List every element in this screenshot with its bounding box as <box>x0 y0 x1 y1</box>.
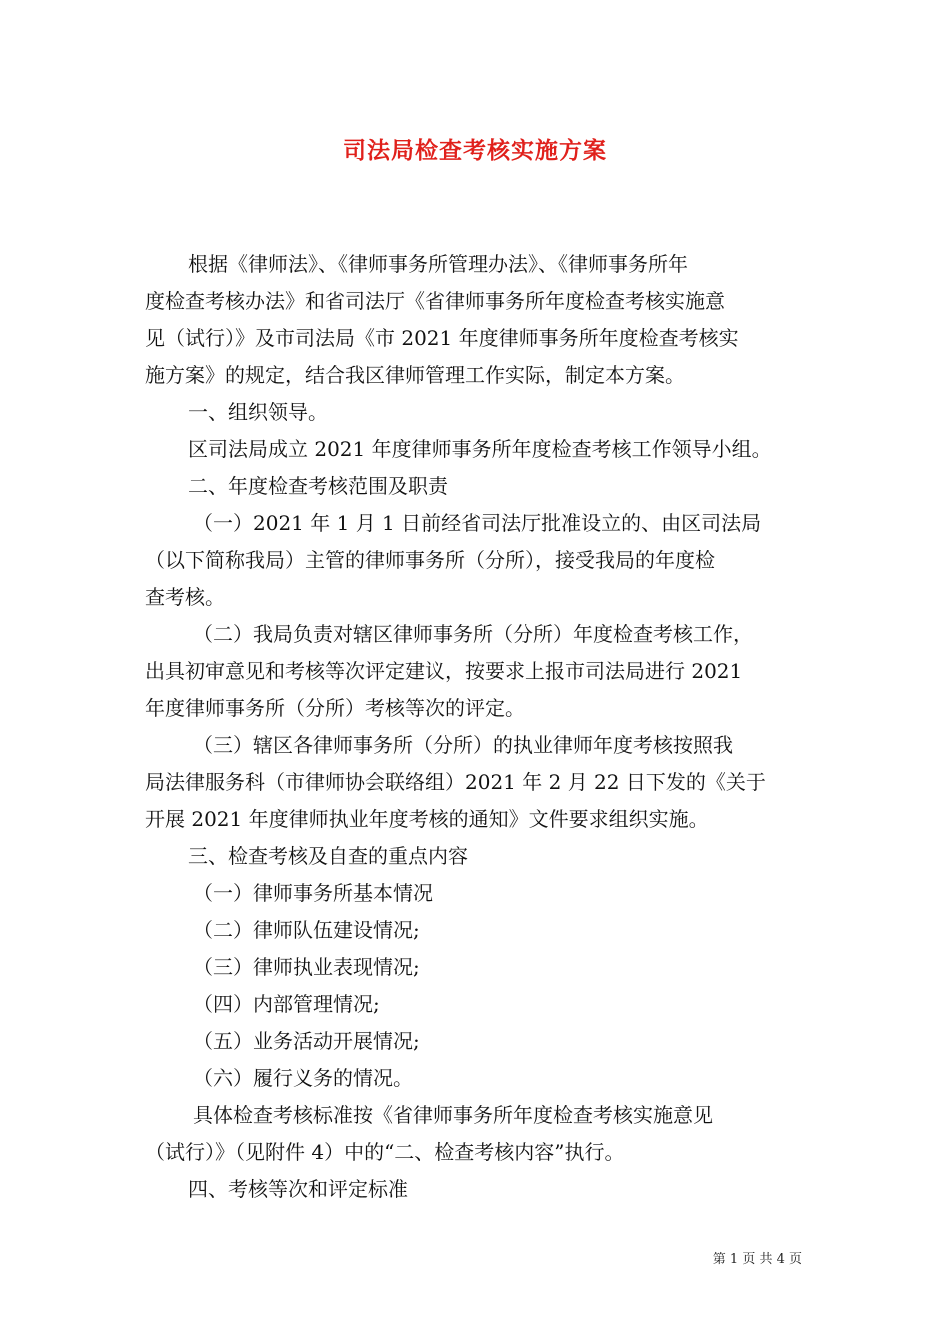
paragraph-line: 见（试行）》及市司法局《市 2021 年度律师事务所年度检查考核实 <box>145 326 739 350</box>
paragraph-line: 出具初审意见和考核等次评定建议，按要求上报市司法局进行 2021 <box>145 659 743 683</box>
section-heading: 四、考核等次和评定标准 <box>188 1177 408 1201</box>
paragraph-line: （试行）》（见附件 4）中的“二、检查考核内容”执行。 <box>145 1140 625 1164</box>
paragraph-line: 区司法局成立 2021 年度律师事务所年度检查考核工作领导小组。 <box>188 437 772 461</box>
paragraph-line: （以下简称我局）主管的律师事务所（分所），接受我局的年度检 <box>145 548 715 572</box>
paragraph-line: 度检查考核办法》和省司法厅《省律师事务所年度检查考核实施意 <box>145 289 725 313</box>
list-item: （一）律师事务所基本情况 <box>193 881 433 905</box>
paragraph-line: 具体检查考核标准按《省律师事务所年度检查考核实施意见 <box>193 1103 713 1127</box>
page-number: 第 1 页 共 4 页 <box>712 1252 802 1267</box>
section-heading: 一、组织领导。 <box>188 400 328 424</box>
paragraph-line: 局法律服务科（市律师协会联络组）2021 年 2 月 22 日下发的《关于 <box>145 770 766 794</box>
paragraph-line: 开展 2021 年度律师执业年度考核的通知》文件要求组织实施。 <box>145 807 709 831</box>
section-heading: 三、检查考核及自查的重点内容 <box>188 844 468 868</box>
paragraph-line: 查考核。 <box>145 585 225 609</box>
paragraph-line: （一）2021 年 1 月 1 日前经省司法厅批准设立的、由区司法局 <box>193 511 762 535</box>
list-item: （二）律师队伍建设情况; <box>193 918 420 942</box>
paragraph-line: 施方案》的规定，结合我区律师管理工作实际，制定本方案。 <box>145 363 685 387</box>
list-item: （五）业务活动开展情况; <box>193 1029 420 1053</box>
paragraph-line: 年度律师事务所（分所）考核等次的评定。 <box>145 696 525 720</box>
list-item: （三）律师执业表现情况; <box>193 955 420 979</box>
paragraph-line: 根据《律师法》、《律师事务所管理办法》、《律师事务所年 <box>188 252 688 276</box>
paragraph-line: （三）辖区各律师事务所（分所）的执业律师年度考核按照我 <box>193 733 733 757</box>
paragraph-line: （二）我局负责对辖区律师事务所（分所）年度检查考核工作， <box>193 622 753 646</box>
document-body <box>145 246 810 1208</box>
document-title: 司法局检查考核实施方案 <box>343 137 607 164</box>
list-item: （四）内部管理情况; <box>193 992 380 1016</box>
section-heading: 二、年度检查考核范围及职责 <box>188 474 448 498</box>
list-item: （六）履行义务的情况。 <box>193 1066 413 1090</box>
